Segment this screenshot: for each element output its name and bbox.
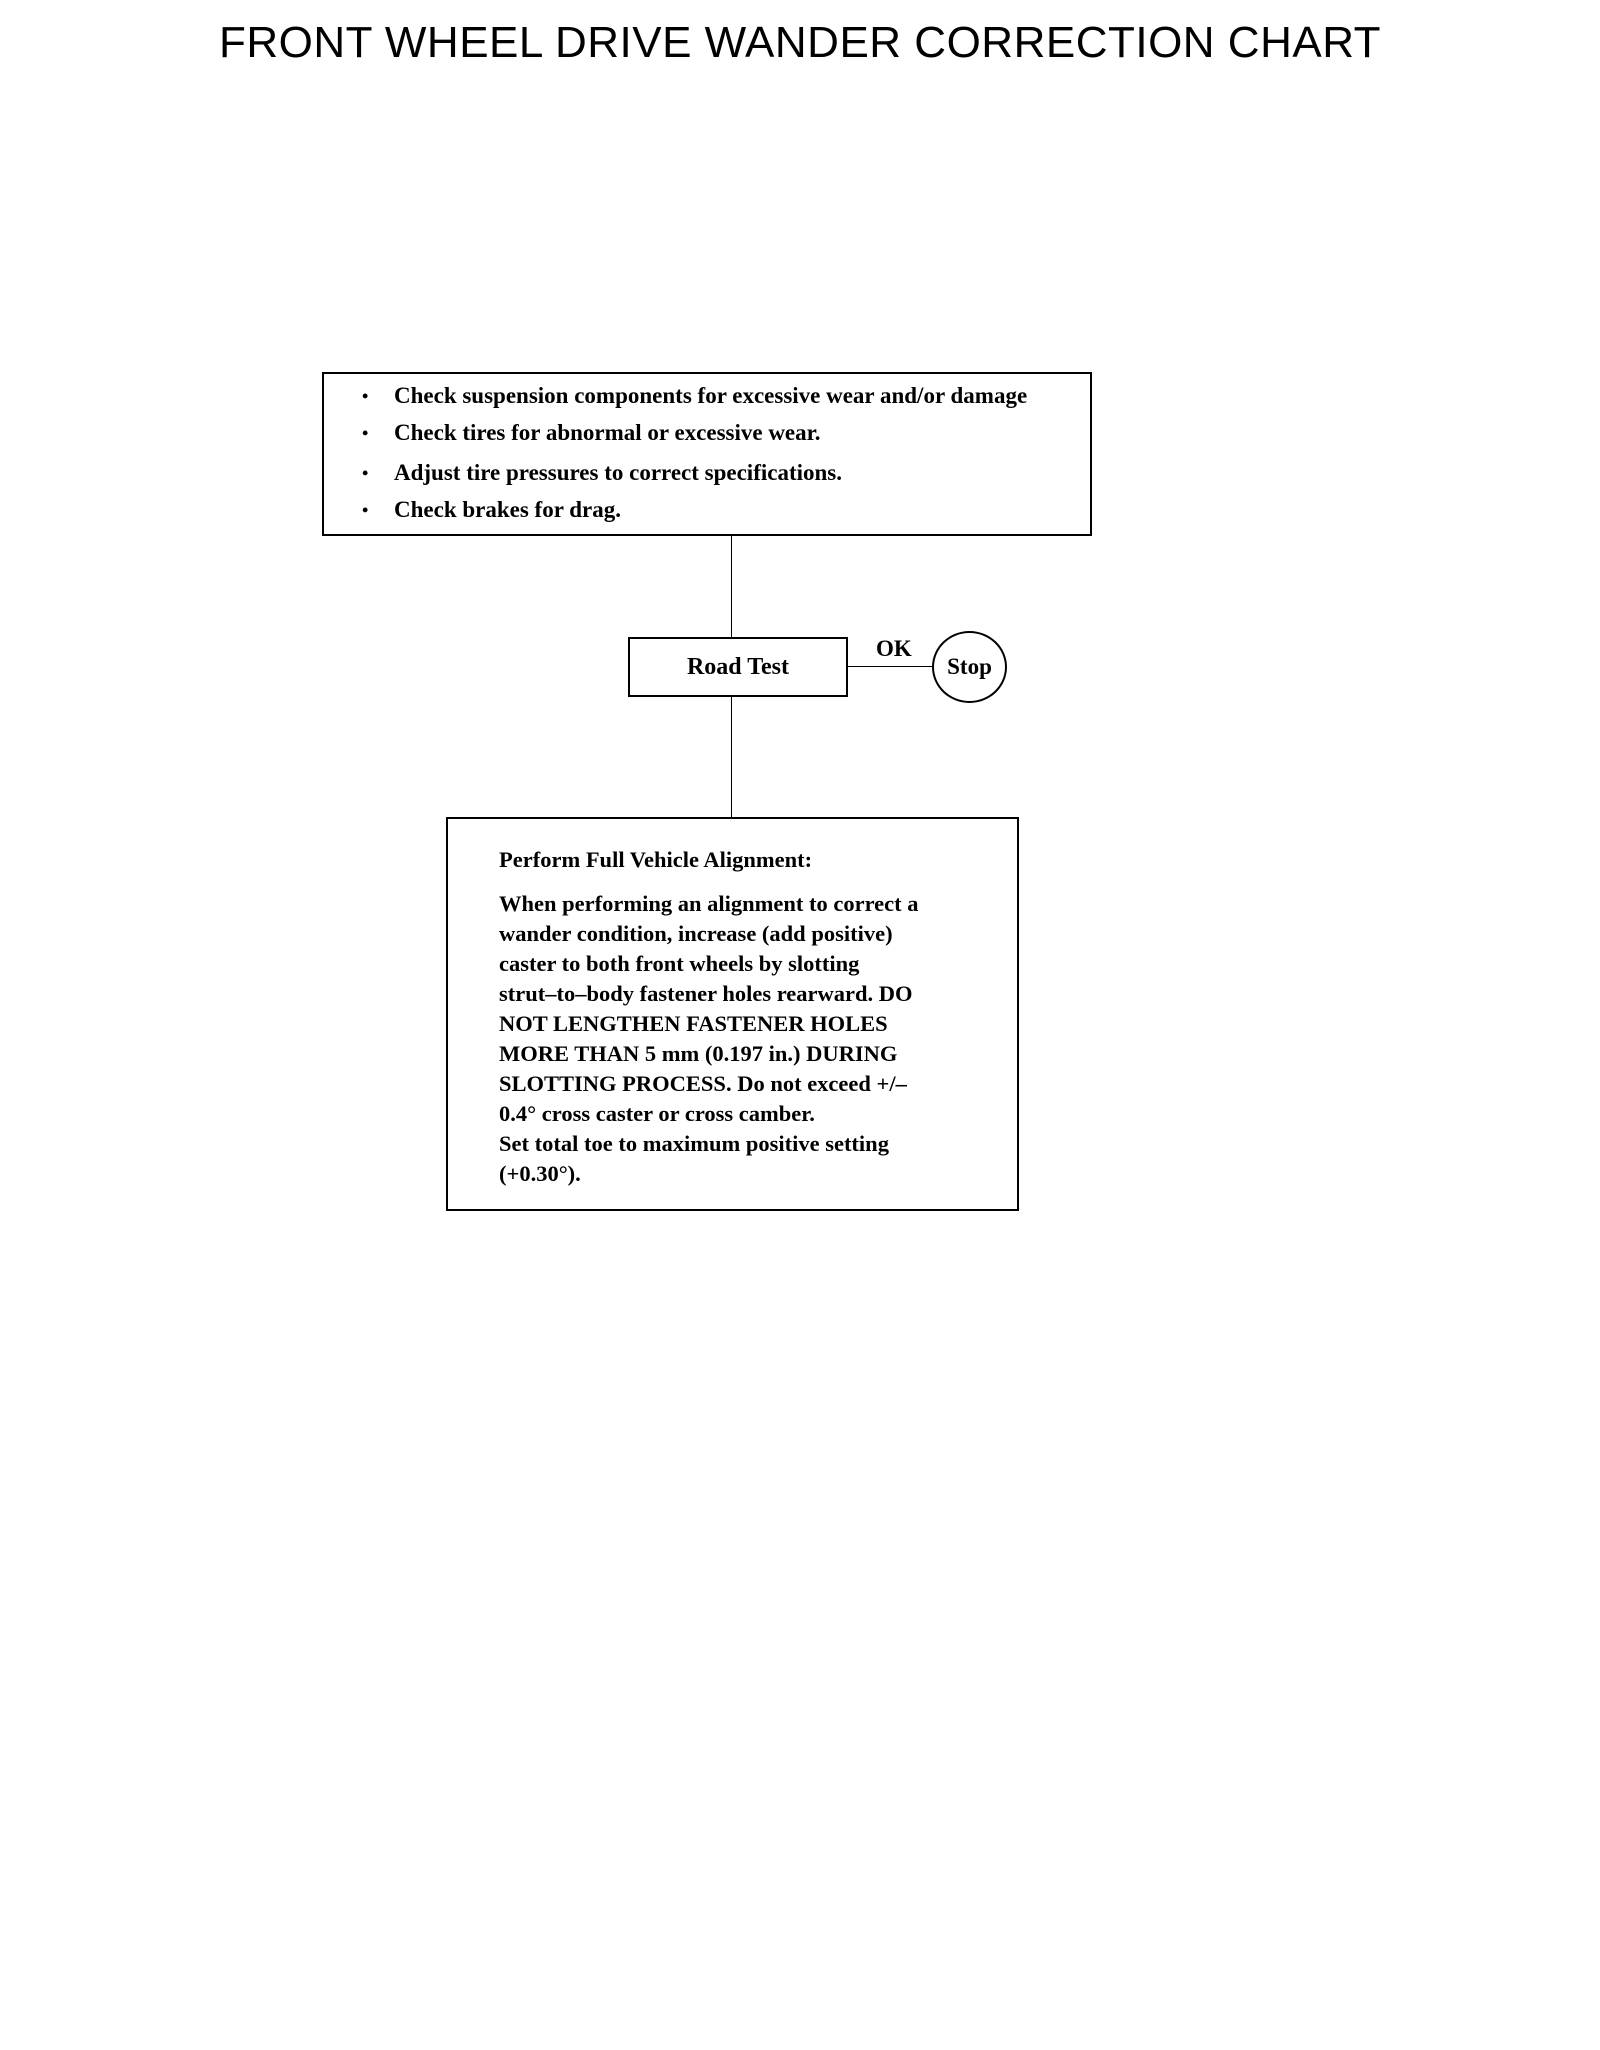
- bullet-icon: •: [362, 423, 369, 443]
- connector-road-test-to-alignment: [731, 697, 732, 817]
- check-item: [362, 382, 1028, 410]
- page-title: FRONT WHEEL DRIVE WANDER CORRECTION CHART: [218, 18, 1382, 67]
- ok-label: OK: [876, 636, 912, 661]
- alignment-text-line: caster to both front wheels by slotting: [499, 951, 860, 976]
- check-item-text: Check tires for abnormal or excessive wear.: [394, 420, 821, 445]
- alignment-text-line: MORE THAN 5 mm (0.197 in.) DURING: [499, 1041, 898, 1066]
- connector-road-test-to-stop: [848, 666, 933, 667]
- check-item: [362, 419, 821, 447]
- alignment-text-line: Set total toe to maximum positive setting: [499, 1131, 889, 1156]
- bullet-icon: •: [362, 463, 369, 483]
- road-test-label: Road Test: [686, 653, 790, 680]
- bullet-icon: •: [362, 386, 369, 406]
- alignment-text-line: strut–to–body fastener holes rearward. DO: [499, 981, 913, 1006]
- check-item: [362, 459, 842, 487]
- alignment-text-line: 0.4° cross caster or cross camber.: [499, 1101, 815, 1126]
- alignment-heading: Perform Full Vehicle Alignment:: [499, 847, 813, 872]
- alignment-text-line: wander condition, increase (add positive): [499, 921, 893, 946]
- alignment-text-line: When performing an alignment to correct a: [499, 891, 919, 916]
- alignment-text-line: NOT LENGTHEN FASTENER HOLES: [499, 1011, 888, 1036]
- check-item-text: Adjust tire pressures to correct specifications.: [394, 460, 842, 485]
- stop-terminal: [932, 631, 1007, 703]
- connector-checks-to-road-test: [731, 536, 732, 637]
- alignment-instructions-box: [446, 817, 1019, 1211]
- bullet-icon: •: [362, 500, 369, 520]
- inspection-checks-box: [322, 372, 1092, 536]
- alignment-text-line: (+0.30°).: [499, 1161, 581, 1186]
- stop-label: Stop: [947, 654, 992, 679]
- check-item-text: Check brakes for drag.: [394, 497, 622, 522]
- road-test-box: [628, 637, 848, 697]
- check-item-text: Check suspension components for excessive wear and/or damage: [394, 383, 1028, 408]
- alignment-text-line: SLOTTING PROCESS. Do not exceed +/–: [499, 1071, 907, 1096]
- check-item: [362, 496, 622, 524]
